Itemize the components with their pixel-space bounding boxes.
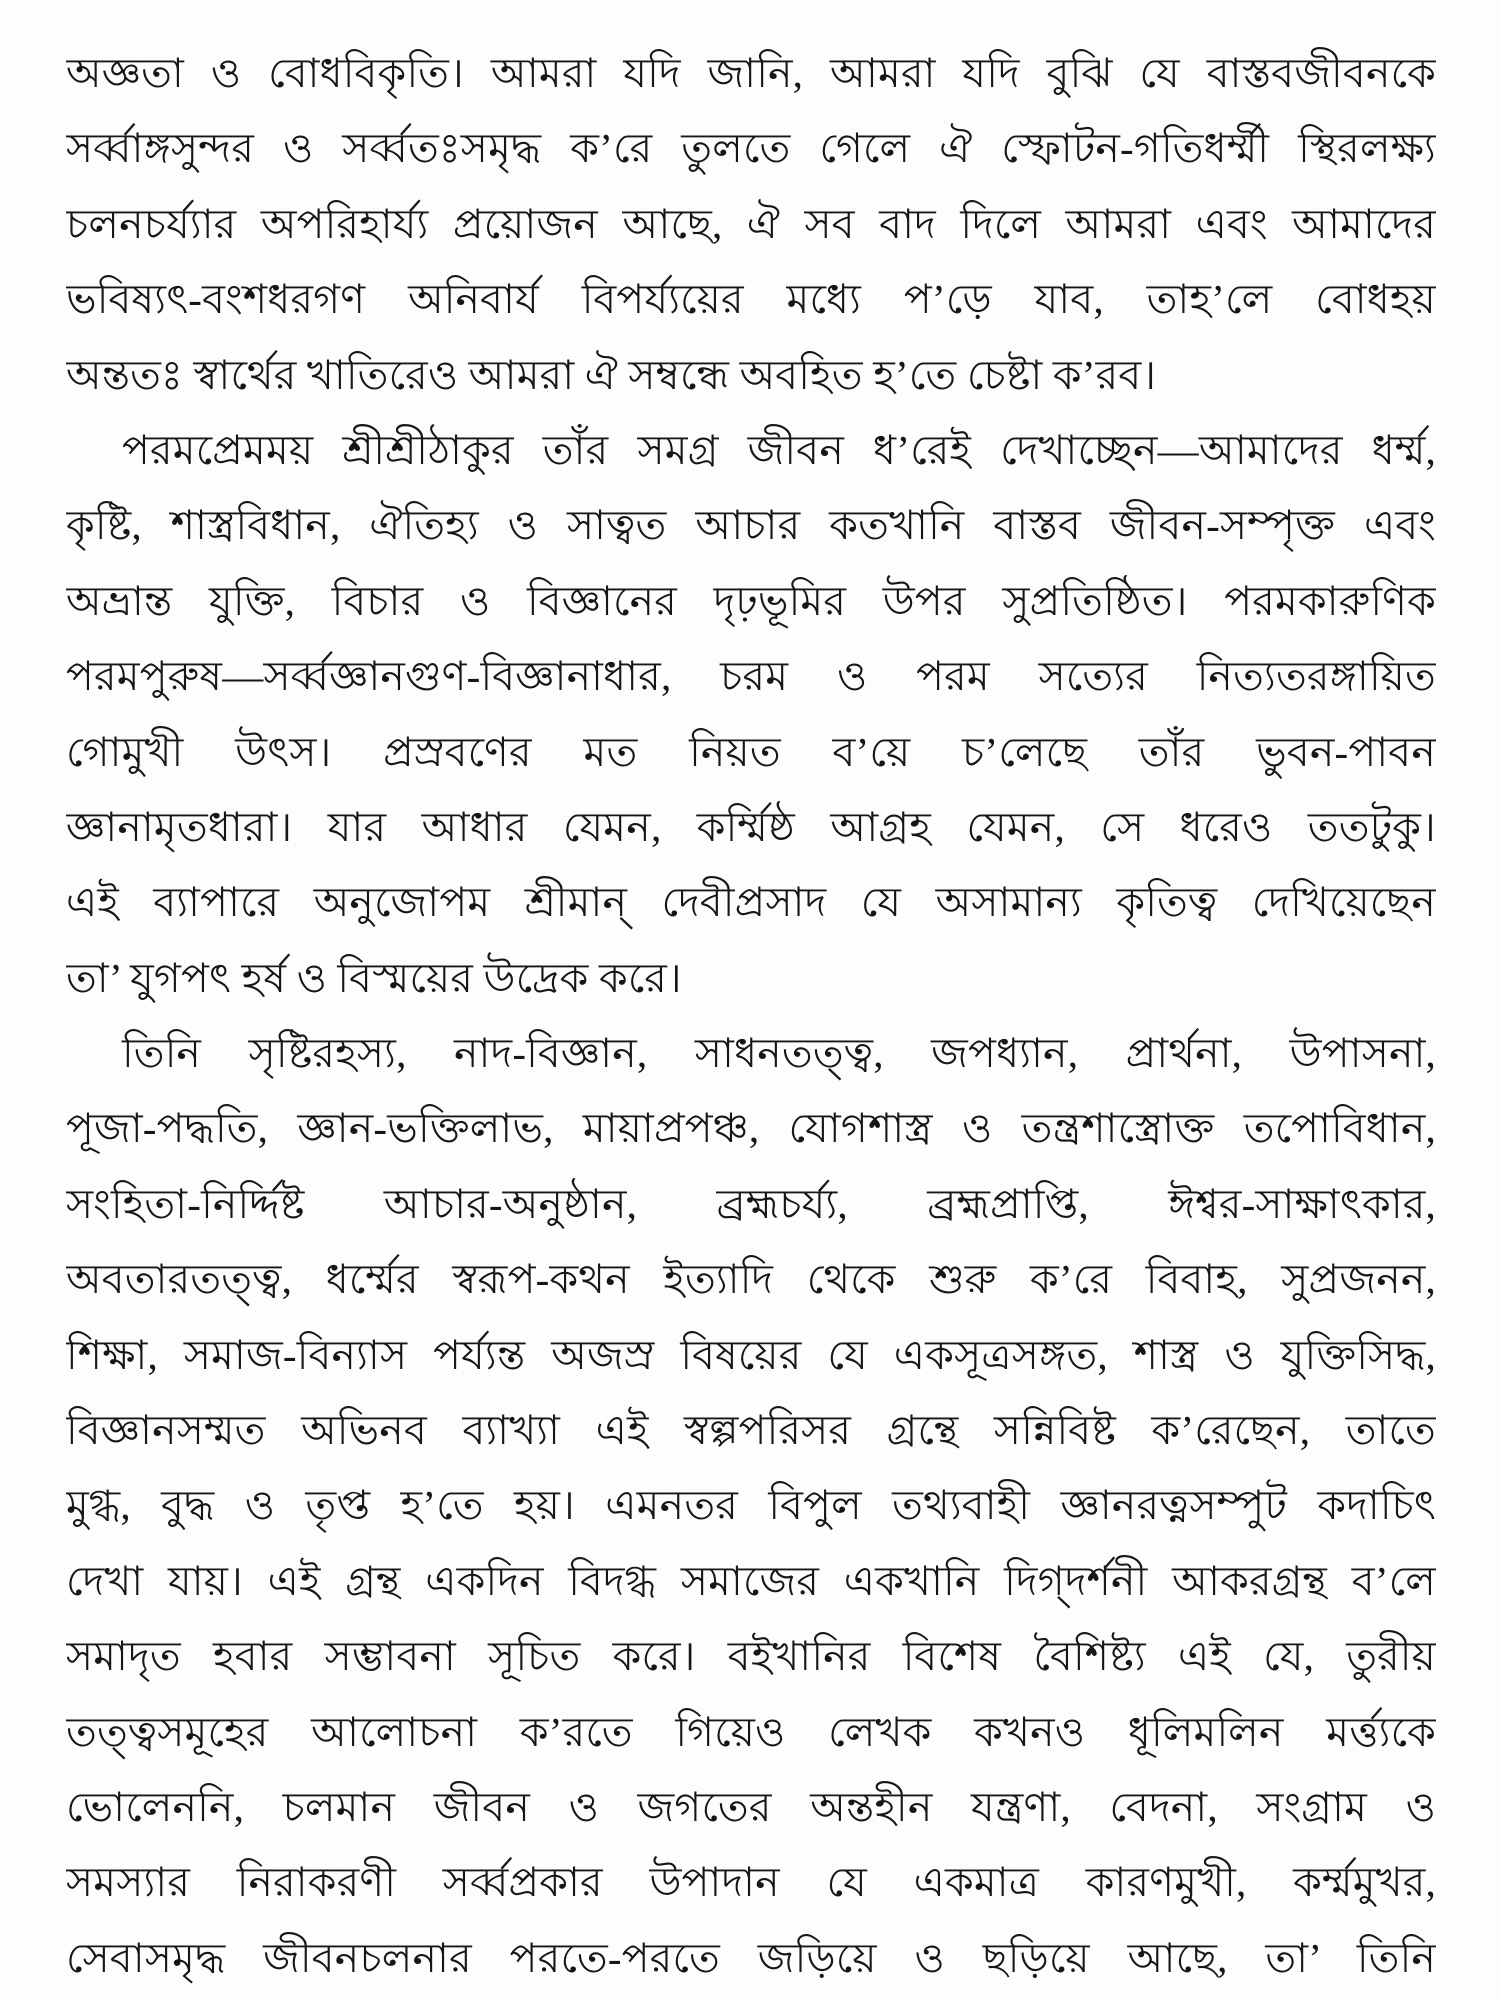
text-line: অন্ততঃ স্বার্থের খাতিরেও আমরা ঐ সম্বন্ধে অবহিত হ’তে চেষ্টা ক’রব। bbox=[66, 351, 1157, 398]
text-line: তত্ত্বসমূহের আলোচনা ক’রতে গিয়েও লেখক কখনও ধূলিমলিন মর্ত্ত্যকে bbox=[66, 1708, 1436, 1755]
text-line: পূজা-পদ্ধতি, জ্ঞান-ভক্তিলাভ, মায়াপ্রপঞ্চ, যোগশাস্ত্র ও তন্ত্রশাস্ত্রোক্ত তপোবিধান, bbox=[66, 1105, 1436, 1152]
text-line: সমাদৃত হবার সম্ভাবনা সূচিত করে। বইখানির বিশেষ বৈশিষ্ট্য এই যে, তুরীয় bbox=[66, 1633, 1436, 1680]
text-line: দেখা যায়। এই গ্রন্থ একদিন বিদগ্ধ সমাজের একখানি দিগ্‌দর্শনী আকরগ্রন্থ ব’লে bbox=[66, 1557, 1436, 1604]
text-line: এই ব্যাপারে অনুজোপম শ্রীমান্‌ দেবীপ্রসাদ যে অসামান্য কৃতিত্ব দেখিয়েছেন bbox=[66, 879, 1436, 926]
text-line: সমস্যার নিরাকরণী সর্ব্বপ্রকার উপাদান যে একমাত্র কারণমুখী, কর্ম্মমুখর, bbox=[66, 1859, 1436, 1906]
text-line: তিনি সৃষ্টিরহস্য, নাদ-বিজ্ঞান, সাধনতত্ত্ব, জপধ্যান, প্রার্থনা, উপাসনা, bbox=[122, 1030, 1436, 1077]
text-line: ভবিষ্যৎ-বংশধরগণ অনিবার্য বিপর্য্যয়ের মধ্যে প’ড়ে যাব, তাহ’লে বোধহয় bbox=[66, 276, 1436, 323]
text-line: শিক্ষা, সমাজ-বিন্যাস পর্য্যন্ত অজস্র বিষয়ের যে একসূত্রসঙ্গত, শাস্ত্র ও যুক্তিসিদ্ধ, bbox=[66, 1331, 1436, 1378]
paragraph bbox=[66, 1016, 1436, 1996]
text-line: পরমপ্রেমময় শ্রীশ্রীঠাকুর তাঁর সমগ্র জীবন ধ’রেই দেখাচ্ছেন—আমাদের ধর্ম্ম, bbox=[122, 426, 1436, 473]
text-line: ভোলেননি, চলমান জীবন ও জগতের অন্তহীন যন্ত্রণা, বেদনা, সংগ্রাম ও bbox=[66, 1783, 1436, 1830]
text-line: অবতারতত্ত্ব, ধর্ম্মের স্বরূপ-কথন ইত্যাদি থেকে শুরু ক’রে বিবাহ, সুপ্রজনন, bbox=[66, 1256, 1436, 1303]
text-line: সংহিতা-নির্দ্দিষ্ট আচার-অনুষ্ঠান, ব্রহ্মচর্য্য, ব্রহ্মপ্রাপ্তি, ঈশ্বর-সাক্ষাৎকার, bbox=[66, 1180, 1436, 1227]
paragraph bbox=[66, 413, 1436, 1016]
text-line: চলনচর্য্যার অপরিহার্য্য প্রয়োজন আছে, ঐ সব বাদ দিলে আমরা এবং আমাদের bbox=[66, 200, 1436, 247]
text-line: অভ্রান্ত যুক্তি, বিচার ও বিজ্ঞানের দৃঢ়ভূমির উপর সুপ্রতিষ্ঠিত। পরমকারুণিক bbox=[66, 577, 1436, 624]
text-line: কৃষ্টি, শাস্ত্রবিধান, ঐতিহ্য ও সাত্বত আচার কতখানি বাস্তব জীবন-সম্পৃক্ত এবং bbox=[66, 502, 1436, 549]
text-line: মুগ্ধ, বুদ্ধ ও তৃপ্ত হ’তে হয়। এমনতর বিপুল তথ্যবাহী জ্ঞানরত্নসম্পুট কদাচিৎ bbox=[66, 1482, 1436, 1529]
body-text-block bbox=[66, 36, 1436, 1996]
text-line: পরমপুরুষ—সর্ব্বজ্ঞানগুণ-বিজ্ঞানাধার, চরম ও পরম সত্যের নিত্যতরঙ্গায়িত bbox=[66, 653, 1436, 700]
text-line: সর্ব্বাঙ্গসুন্দর ও সর্ব্বতঃসমৃদ্ধ ক’রে তুলতে গেলে ঐ স্ফোটন-গতিধর্ম্মী স্থিরলক্ষ্য bbox=[66, 125, 1436, 172]
text-line: তা’ যুগপৎ হর্ষ ও বিস্ময়ের উদ্রেক করে। bbox=[66, 954, 682, 1001]
text-line: জ্ঞানামৃতধারা। যার আধার যেমন, কর্ম্মিষ্ঠ আগ্রহ যেমন, সে ধরেও ততটুকু। bbox=[66, 803, 1436, 850]
text-line: গোমুখী উৎস। প্রস্রবণের মত নিয়ত ব’য়ে চ’লেছে তাঁর ভুবন-পাবন bbox=[66, 728, 1436, 775]
text-line: সেবাসমৃদ্ধ জীবনচলনার পরতে-পরতে জড়িয়ে ও ছড়িয়ে আছে, তা’ তিনি bbox=[66, 1934, 1436, 1981]
text-line: বিজ্ঞানসম্মত অভিনব ব্যাখ্যা এই স্বল্পপরিসর গ্রন্থে সন্নিবিষ্ট ক’রেছেন, তাতে bbox=[66, 1407, 1436, 1454]
text-line: অজ্ঞতা ও বোধবিকৃতি। আমরা যদি জানি, আমরা যদি বুঝি যে বাস্তবজীবনকে bbox=[66, 50, 1436, 96]
paragraph bbox=[66, 36, 1436, 413]
